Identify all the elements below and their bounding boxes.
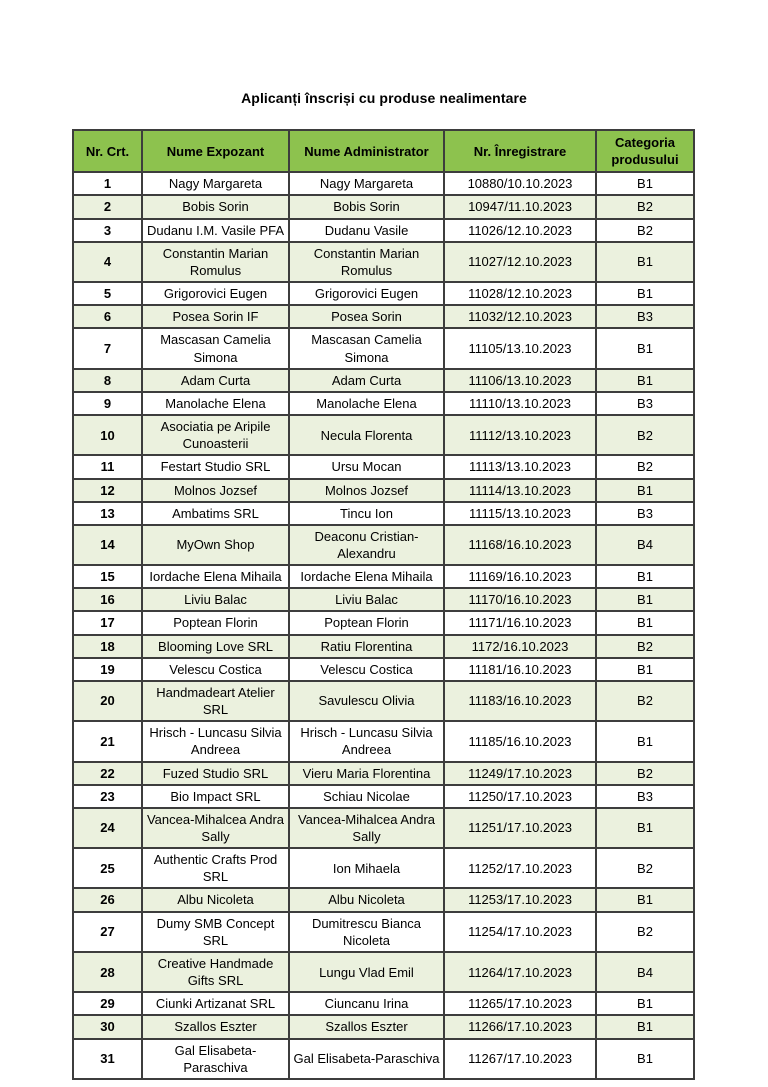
table-cell: B2 xyxy=(596,848,694,888)
table-cell: Authentic Crafts Prod SRL xyxy=(142,848,289,888)
table-cell: 13 xyxy=(73,502,142,525)
table-cell: Manolache Elena xyxy=(142,392,289,415)
table-cell: 11169/16.10.2023 xyxy=(444,565,596,588)
table-cell: Ursu Mocan xyxy=(289,455,444,478)
table-cell: Asociatia pe Aripile Cunoasterii xyxy=(142,415,289,455)
table-cell: Adam Curta xyxy=(142,369,289,392)
table-cell: 11170/16.10.2023 xyxy=(444,588,596,611)
table-row xyxy=(73,848,694,888)
table-cell: B2 xyxy=(596,415,694,455)
table-cell: Tincu Ion xyxy=(289,502,444,525)
table-cell: 11185/16.10.2023 xyxy=(444,721,596,761)
table-cell: B1 xyxy=(596,1015,694,1038)
table-cell: MyOwn Shop xyxy=(142,525,289,565)
table-cell: 11110/13.10.2023 xyxy=(444,392,596,415)
table-cell: B2 xyxy=(596,762,694,785)
table-row xyxy=(73,912,694,952)
table-cell: Dumitrescu Bianca Nicoleta xyxy=(289,912,444,952)
table-cell: 11028/12.10.2023 xyxy=(444,282,596,305)
table-header-row xyxy=(73,130,694,172)
table-cell: 10 xyxy=(73,415,142,455)
table-cell: Liviu Balac xyxy=(289,588,444,611)
table-cell: 11105/13.10.2023 xyxy=(444,328,596,368)
table-cell: Manolache Elena xyxy=(289,392,444,415)
table-cell: Albu Nicoleta xyxy=(142,888,289,911)
table-cell: 11 xyxy=(73,455,142,478)
table-row xyxy=(73,1039,694,1079)
table-cell: 17 xyxy=(73,611,142,634)
table-cell: B4 xyxy=(596,525,694,565)
col-header-nr-inregistrare: Nr. Înregistrare xyxy=(444,130,596,172)
table-cell: Ciunki Artizanat SRL xyxy=(142,992,289,1015)
table-cell: 3 xyxy=(73,219,142,242)
table-cell: Creative Handmade Gifts SRL xyxy=(142,952,289,992)
table-cell: B3 xyxy=(596,305,694,328)
table-cell: 4 xyxy=(73,242,142,282)
col-header-nr-crt: Nr. Crt. xyxy=(73,130,142,172)
table-cell: 19 xyxy=(73,658,142,681)
table-cell: B1 xyxy=(596,808,694,848)
table-row xyxy=(73,172,694,195)
table-cell: Necula Florenta xyxy=(289,415,444,455)
table-cell: B1 xyxy=(596,611,694,634)
table-row xyxy=(73,479,694,502)
table-row xyxy=(73,888,694,911)
table-cell: 11250/17.10.2023 xyxy=(444,785,596,808)
table-cell: 11183/16.10.2023 xyxy=(444,681,596,721)
table-cell: B1 xyxy=(596,282,694,305)
table-cell: 16 xyxy=(73,588,142,611)
table-body xyxy=(73,172,694,1079)
table-cell: 11254/17.10.2023 xyxy=(444,912,596,952)
table-cell: 28 xyxy=(73,952,142,992)
table-cell: Mascasan Camelia Simona xyxy=(289,328,444,368)
table-cell: 31 xyxy=(73,1039,142,1079)
table-cell: 11106/13.10.2023 xyxy=(444,369,596,392)
table-cell: 15 xyxy=(73,565,142,588)
table-cell: B1 xyxy=(596,658,694,681)
table-cell: B1 xyxy=(596,172,694,195)
table-cell: Constantin Marian Romulus xyxy=(142,242,289,282)
table-cell: 24 xyxy=(73,808,142,848)
table-row xyxy=(73,242,694,282)
table-row xyxy=(73,392,694,415)
table-cell: 7 xyxy=(73,328,142,368)
col-header-categoria-produsului: Categoria produsului xyxy=(596,130,694,172)
table-row xyxy=(73,328,694,368)
table-row xyxy=(73,808,694,848)
table-row xyxy=(73,502,694,525)
table-cell: B4 xyxy=(596,952,694,992)
table-cell: B2 xyxy=(596,635,694,658)
table-cell: 11026/12.10.2023 xyxy=(444,219,596,242)
table-cell: B1 xyxy=(596,242,694,282)
table-row xyxy=(73,415,694,455)
table-cell: 11032/12.10.2023 xyxy=(444,305,596,328)
table-cell: 11027/12.10.2023 xyxy=(444,242,596,282)
table-cell: 20 xyxy=(73,681,142,721)
table-cell: B2 xyxy=(596,681,694,721)
table-cell: 12 xyxy=(73,479,142,502)
table-cell: Deaconu Cristian-Alexandru xyxy=(289,525,444,565)
table-cell: B2 xyxy=(596,195,694,218)
table-cell: 2 xyxy=(73,195,142,218)
table-cell: Iordache Elena Mihaila xyxy=(289,565,444,588)
table-cell: 1 xyxy=(73,172,142,195)
table-cell: B3 xyxy=(596,502,694,525)
table-cell: 14 xyxy=(73,525,142,565)
table-cell: Albu Nicoleta xyxy=(289,888,444,911)
table-cell: Nagy Margareta xyxy=(142,172,289,195)
table-cell: 11168/16.10.2023 xyxy=(444,525,596,565)
table-cell: 1172/16.10.2023 xyxy=(444,635,596,658)
table-cell: B1 xyxy=(596,565,694,588)
table-cell: Molnos Jozsef xyxy=(142,479,289,502)
table-cell: Posea Sorin IF xyxy=(142,305,289,328)
table-cell: B3 xyxy=(596,392,694,415)
table-cell: B2 xyxy=(596,912,694,952)
table-cell: 9 xyxy=(73,392,142,415)
table-cell: Adam Curta xyxy=(289,369,444,392)
table-cell: 22 xyxy=(73,762,142,785)
table-cell: 11181/16.10.2023 xyxy=(444,658,596,681)
table-cell: B1 xyxy=(596,328,694,368)
table-cell: 5 xyxy=(73,282,142,305)
table-cell: Szallos Eszter xyxy=(289,1015,444,1038)
table-cell: B1 xyxy=(596,992,694,1015)
col-header-nume-expozant: Nume Expozant xyxy=(142,130,289,172)
table-cell: 26 xyxy=(73,888,142,911)
table-cell: 30 xyxy=(73,1015,142,1038)
table-cell: Handmadeart Atelier SRL xyxy=(142,681,289,721)
table-cell: 11267/17.10.2023 xyxy=(444,1039,596,1079)
table-cell: Hrisch - Luncasu Silvia Andreea xyxy=(142,721,289,761)
table-cell: 11171/16.10.2023 xyxy=(444,611,596,634)
table-row xyxy=(73,588,694,611)
table-row xyxy=(73,455,694,478)
table-cell: Vieru Maria Florentina xyxy=(289,762,444,785)
table-cell: B1 xyxy=(596,479,694,502)
table-cell: 10947/11.10.2023 xyxy=(444,195,596,218)
table-row xyxy=(73,762,694,785)
table-cell: Szallos Eszter xyxy=(142,1015,289,1038)
table-cell: Lungu Vlad Emil xyxy=(289,952,444,992)
table-cell: Grigorovici Eugen xyxy=(142,282,289,305)
table-cell: 11113/13.10.2023 xyxy=(444,455,596,478)
table-cell: 18 xyxy=(73,635,142,658)
table-cell: Ratiu Florentina xyxy=(289,635,444,658)
table-cell: Grigorovici Eugen xyxy=(289,282,444,305)
table-cell: Nagy Margareta xyxy=(289,172,444,195)
table-cell: Ciuncanu Irina xyxy=(289,992,444,1015)
col-header-nume-administrator: Nume Administrator xyxy=(289,130,444,172)
table-cell: Fuzed Studio SRL xyxy=(142,762,289,785)
table-cell: Liviu Balac xyxy=(142,588,289,611)
table-cell: B1 xyxy=(596,369,694,392)
table-cell: 11249/17.10.2023 xyxy=(444,762,596,785)
table-cell: Bio Impact SRL xyxy=(142,785,289,808)
table-row xyxy=(73,785,694,808)
table-row xyxy=(73,282,694,305)
table-cell: Constantin Marian Romulus xyxy=(289,242,444,282)
table-cell: Poptean Florin xyxy=(142,611,289,634)
table-row xyxy=(73,565,694,588)
table-cell: 11253/17.10.2023 xyxy=(444,888,596,911)
table-cell: Velescu Costica xyxy=(142,658,289,681)
table-cell: Ambatims SRL xyxy=(142,502,289,525)
table-row xyxy=(73,721,694,761)
table-cell: B3 xyxy=(596,785,694,808)
table-cell: Velescu Costica xyxy=(289,658,444,681)
table-row xyxy=(73,635,694,658)
table-cell: Savulescu Olivia xyxy=(289,681,444,721)
table-cell: Schiau Nicolae xyxy=(289,785,444,808)
table-cell: 11112/13.10.2023 xyxy=(444,415,596,455)
table-cell: Mascasan Camelia Simona xyxy=(142,328,289,368)
table-row xyxy=(73,219,694,242)
table-cell: 11114/13.10.2023 xyxy=(444,479,596,502)
table-cell: 27 xyxy=(73,912,142,952)
table-cell: 11115/13.10.2023 xyxy=(444,502,596,525)
table-cell: 11266/17.10.2023 xyxy=(444,1015,596,1038)
table-cell: B2 xyxy=(596,219,694,242)
table-cell: 10880/10.10.2023 xyxy=(444,172,596,195)
table-cell: Dudanu I.M. Vasile PFA xyxy=(142,219,289,242)
table-row xyxy=(73,611,694,634)
table-cell: B1 xyxy=(596,588,694,611)
table-cell: Posea Sorin xyxy=(289,305,444,328)
table-cell: Bobis Sorin xyxy=(289,195,444,218)
table-cell: 23 xyxy=(73,785,142,808)
table-cell: 11251/17.10.2023 xyxy=(444,808,596,848)
table-cell: B1 xyxy=(596,888,694,911)
table-cell: 29 xyxy=(73,992,142,1015)
table-cell: 11265/17.10.2023 xyxy=(444,992,596,1015)
table-cell: Vancea-Mihalcea Andra Sally xyxy=(289,808,444,848)
table-cell: Molnos Jozsef xyxy=(289,479,444,502)
table-cell: Festart Studio SRL xyxy=(142,455,289,478)
table-cell: Vancea-Mihalcea Andra Sally xyxy=(142,808,289,848)
table-cell: Poptean Florin xyxy=(289,611,444,634)
table-cell: Ion Mihaela xyxy=(289,848,444,888)
table-row xyxy=(73,195,694,218)
table-cell: 11264/17.10.2023 xyxy=(444,952,596,992)
table-row xyxy=(73,525,694,565)
table-cell: B1 xyxy=(596,1039,694,1079)
table-cell: 8 xyxy=(73,369,142,392)
table-cell: B2 xyxy=(596,455,694,478)
table-cell: Gal Elisabeta-Paraschiva xyxy=(289,1039,444,1079)
table-cell: 25 xyxy=(73,848,142,888)
table-cell: 11252/17.10.2023 xyxy=(444,848,596,888)
table-row xyxy=(73,1015,694,1038)
table-row xyxy=(73,369,694,392)
page-title: Aplicanți înscriși cu produse nealimentare xyxy=(241,90,527,106)
table-row xyxy=(73,681,694,721)
table-cell: Blooming Love SRL xyxy=(142,635,289,658)
table-cell: Dudanu Vasile xyxy=(289,219,444,242)
table-cell: Bobis Sorin xyxy=(142,195,289,218)
table-row xyxy=(73,992,694,1015)
table-cell: B1 xyxy=(596,721,694,761)
table-row xyxy=(73,305,694,328)
table-cell: Iordache Elena Mihaila xyxy=(142,565,289,588)
table-cell: Dumy SMB Concept SRL xyxy=(142,912,289,952)
table-cell: Gal Elisabeta-Paraschiva xyxy=(142,1039,289,1079)
table-row xyxy=(73,952,694,992)
table-row xyxy=(73,658,694,681)
table-cell: Hrisch - Luncasu Silvia Andreea xyxy=(289,721,444,761)
table-cell: 21 xyxy=(73,721,142,761)
table-cell: 6 xyxy=(73,305,142,328)
applicants-table xyxy=(72,129,695,1080)
